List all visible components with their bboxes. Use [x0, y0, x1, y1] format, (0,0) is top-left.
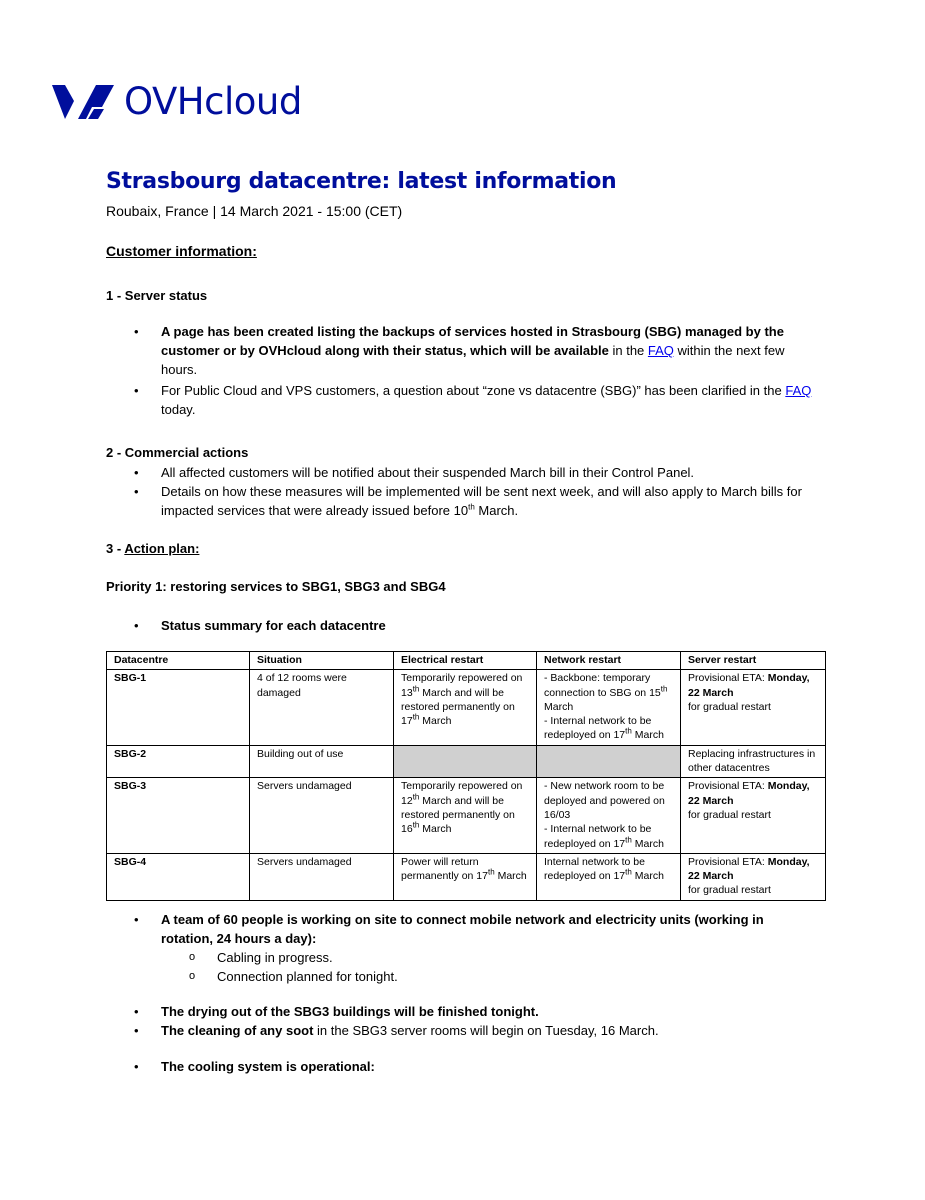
text: March. [474, 503, 519, 518]
ovhcloud-logo-icon [50, 82, 116, 122]
cell-server [681, 853, 826, 900]
superscript: th [625, 867, 632, 877]
text: Provisional ETA: [688, 780, 768, 793]
page-title: Strasbourg datacentre: latest information [106, 169, 617, 194]
text: March [419, 715, 452, 728]
header-datacentre: Datacentre [107, 652, 250, 670]
table-row [107, 670, 826, 745]
table-header-row [107, 652, 826, 670]
cell-electrical-empty [394, 745, 537, 778]
section-number: 3 - [106, 541, 125, 556]
text: for gradual restart [688, 808, 771, 821]
text: within the next few hours. [161, 343, 785, 377]
faq-link[interactable]: FAQ [647, 343, 674, 358]
cell-server [681, 670, 826, 745]
list-item [134, 1002, 814, 1021]
header-electrical: Electrical restart [394, 652, 537, 670]
text: Temporarily repowered on 12 [401, 780, 523, 807]
cell-datacentre: SBG-4 [107, 853, 250, 900]
text: in the SBG3 server rooms will begin on Tuesday, 16 March. [313, 1023, 659, 1038]
text: March [631, 729, 664, 742]
cell-situation: 4 of 12 rooms were damaged [250, 670, 394, 745]
cell-electrical [394, 853, 537, 900]
text: March [631, 837, 664, 850]
text: today. [161, 402, 196, 417]
text: Temporarily repowered on 13 [401, 672, 523, 699]
text: Provisional ETA: [688, 855, 768, 868]
list-item [134, 910, 814, 986]
text: - Internal network to be redeployed on 17 [544, 715, 652, 742]
team-list [134, 910, 814, 986]
server-status-heading: 1 - Server status [106, 288, 208, 303]
text: - Internal network to be redeployed on 17 [544, 823, 652, 850]
table-row [107, 778, 826, 853]
cell-electrical [394, 778, 537, 853]
table-row [107, 853, 826, 900]
cell-network-empty [537, 745, 681, 778]
cell-server: Replacing infrastructures in other datacentres [681, 745, 826, 778]
bold-text: The cleaning of any soot [161, 1023, 314, 1038]
cell-server [681, 778, 826, 853]
cell-network [537, 853, 681, 900]
list-item [134, 616, 814, 635]
cell-datacentre: SBG-2 [107, 745, 250, 778]
bold-text: Monday, 22 March [688, 855, 810, 883]
text: March [631, 870, 664, 883]
ovhcloud-logo [50, 80, 302, 124]
superscript: th [487, 867, 495, 877]
cooling-list [134, 1057, 814, 1076]
text: in the [608, 343, 648, 358]
list-item [134, 1057, 814, 1076]
section-label: Action plan: [124, 541, 200, 556]
list-item [134, 322, 814, 379]
superscript: th [660, 684, 668, 694]
text: March [544, 700, 574, 713]
table-row [107, 745, 826, 778]
text: Power will return permanently on 17 [401, 855, 488, 883]
superscript: th [412, 820, 420, 830]
cell-situation: Servers undamaged [250, 853, 394, 900]
text: for gradual restart [688, 700, 771, 713]
bold-text: Monday, 22 March [688, 672, 810, 699]
status-table [106, 651, 826, 901]
drying-cleaning-list [134, 1002, 814, 1040]
text: Internal network to be redeployed on 17 [544, 855, 645, 883]
header-situation: Situation [250, 652, 394, 670]
customer-info-heading: Customer information: [106, 243, 257, 259]
list-item [134, 482, 814, 520]
action-plan-heading [106, 541, 199, 556]
cell-situation: Servers undamaged [250, 778, 394, 853]
superscript: th [468, 502, 475, 512]
bold-text: A page has been created listing the backups of services hosted in Strasbourg (SBG) managed by the customer or by OVHcloud along with their status, which will be available [161, 324, 784, 358]
cell-network [537, 670, 681, 745]
cell-situation: Building out of use [250, 745, 394, 778]
server-status-list [134, 322, 814, 419]
text: For Public Cloud and VPS customers, a question about “zone vs datacentre (SBG)” has been clarified in the [161, 383, 786, 398]
superscript: th [412, 684, 420, 694]
bold-text: Status summary for each datacentre [161, 618, 386, 633]
sub-list-item: o Connection planned for tonight. [189, 967, 814, 986]
list-item: • All affected customers will be notified about their suspended March bill in their Control Panel. [134, 463, 814, 482]
commercial-actions-heading: 2 - Commercial actions [106, 445, 249, 460]
text: March [494, 870, 527, 883]
cell-datacentre: SBG-1 [107, 670, 250, 745]
priority-heading: Priority 1: restoring services to SBG1, SBG3 and SBG4 [106, 579, 446, 594]
cell-datacentre: SBG-3 [107, 778, 250, 853]
text: - New network room to be deployed and powered on 16/03 [544, 780, 665, 821]
bold-text: The cooling system is operational: [161, 1059, 375, 1074]
superscript: th [625, 835, 632, 845]
team-sublist [189, 948, 814, 986]
bold-text: Monday, 22 March [688, 780, 810, 807]
text: for gradual restart [688, 884, 771, 897]
dateline: Roubaix, France | 14 March 2021 - 15:00 (CET) [106, 203, 403, 219]
header-server: Server restart [681, 652, 826, 670]
status-summary-list [134, 616, 814, 635]
cell-network [537, 778, 681, 853]
text: Provisional ETA: [688, 672, 768, 685]
text: March and will be restored permanently on 16 [401, 794, 515, 836]
logo-text: OVHcloud [124, 80, 302, 123]
sub-list-item: o Cabling in progress. [189, 948, 814, 967]
superscript: th [412, 792, 420, 802]
list-item [134, 381, 814, 419]
superscript: th [625, 726, 632, 736]
text: Details on how these measures will be implemented will be sent next week, and will also apply to March bills for impacted services that were already issued before 10 [161, 484, 802, 518]
commercial-actions-list [134, 463, 814, 520]
header-network: Network restart [537, 652, 681, 670]
bold-text: A team of 60 people is working on site to connect mobile network and electricity units (working in rotation, 24 hours a day): [161, 912, 764, 946]
list-item [134, 1021, 814, 1040]
text: - Backbone: temporary connection to SBG on 15 [544, 672, 661, 699]
bold-text: The drying out of the SBG3 buildings will be finished tonight. [161, 1004, 539, 1019]
faq-link-2[interactable]: FAQ [785, 383, 812, 398]
text: March [419, 823, 452, 836]
text: March and will be restored permanently on 17 [401, 686, 515, 728]
superscript: th [412, 712, 420, 722]
cell-electrical [394, 670, 537, 745]
